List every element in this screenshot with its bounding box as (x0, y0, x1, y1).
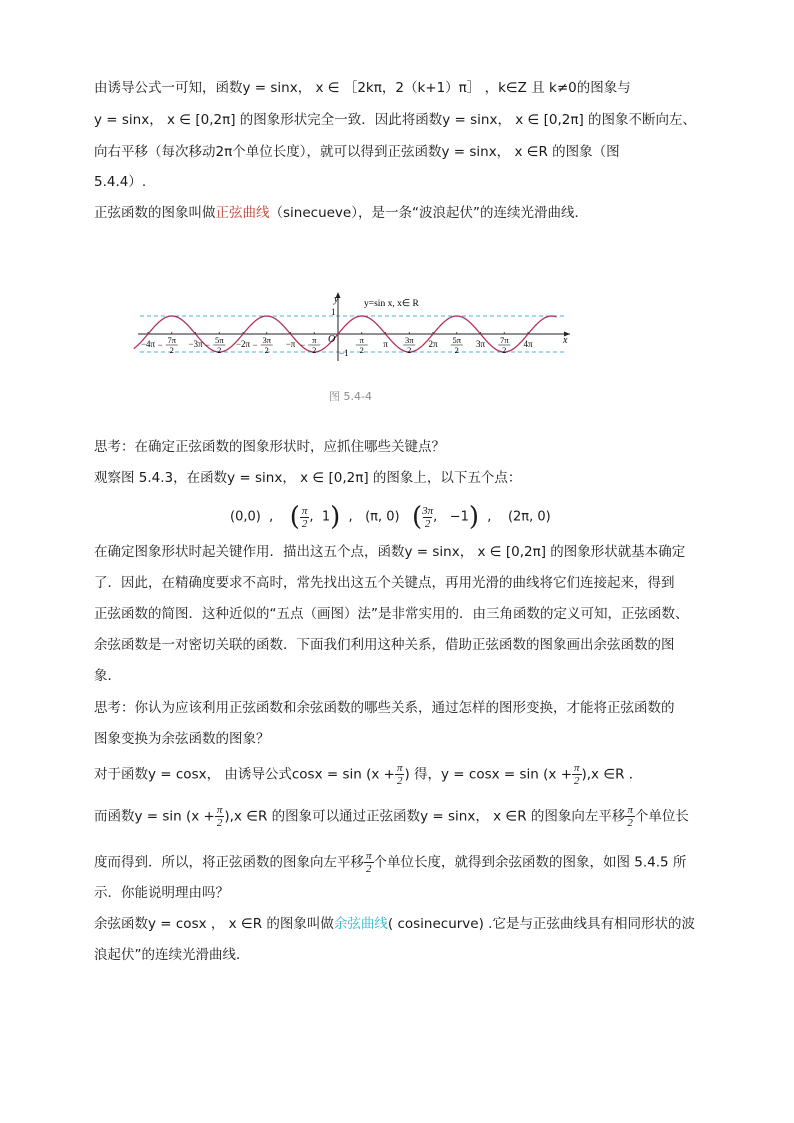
svg-text:−: − (157, 340, 163, 350)
svg-text:5π: 5π (452, 335, 462, 345)
svg-text:2π: 2π (428, 339, 438, 349)
shift-line: 而函数y = sin (x + $\frac{\pi}{2}$ ),x ∈R 的图象可以通过正弦函数y = sinx， x ∈R 的图象向左平移 $\frac{\pi}{2}$ 个单位长 (94, 804, 689, 829)
term-cosine-curve: 余弦曲线 (333, 916, 388, 932)
svg-text:−4π: −4π (140, 339, 156, 349)
svg-text:7π: 7π (167, 335, 177, 345)
svg-text:−: − (252, 340, 258, 350)
paragraph-2 (94, 203, 588, 223)
key-point-2-y: 1 (321, 509, 331, 525)
y-tick-1: 1 (331, 307, 336, 317)
x-tick-label-15 (523, 339, 533, 349)
x-tick-label-4 (236, 339, 251, 349)
svg-text:2: 2 (217, 345, 222, 355)
x-tick-label-1 (158, 335, 178, 355)
svg-text:2: 2 (454, 345, 459, 355)
svg-text:−3π: −3π (188, 339, 203, 349)
key-point-5: (2π, 0) (507, 509, 551, 525)
svg-text:3π: 3π (404, 335, 414, 345)
observe-text: 观察图 5.4.3，在函数y = sinx， x ∈ [0,2π] 的图象上，以下五个点： (94, 470, 522, 486)
fraction: $\frac{\pi}{2}$ (365, 850, 372, 875)
think-question-1: 思考：在确定正弦函数的图象形状时，应抓住哪些关键点？ (94, 439, 445, 455)
x-axis-label: x (563, 335, 568, 346)
text-line: 度而得到．所以，将正弦函数的图象向左平移 $\frac{\pi}{2}$ 个单位长度，就得到余弦函数的图象，如图 5.4.5 所 (94, 850, 687, 875)
fraction: $\frac{\pi}{2}$ (216, 804, 223, 829)
text-line: 了．因此，在精确度要求不高时，常先找出这五个关键点，再用光滑的曲线将它们连接起来，得到 (94, 575, 675, 591)
key-point-4-y: −1 (449, 509, 469, 525)
svg-text:−: − (205, 340, 211, 350)
figure-function-label: y=sin x, x∈ R (364, 299, 419, 309)
text-span: 正弦函数的图象叫做 (94, 205, 216, 221)
svg-text:π: π (383, 339, 388, 349)
figure-caption: 图 5.4-4 (329, 390, 372, 403)
text-line: 正弦函数的简图．这种近似的“五点（画图）法”是非常实用的．由三角函数的定义可知，正弦函数、 (94, 606, 689, 622)
term-sine-curve: 正弦曲线 (215, 205, 270, 221)
text-line: 象． (94, 668, 121, 684)
svg-text:2: 2 (169, 345, 174, 355)
svg-text:3π: 3π (262, 335, 272, 345)
x-tick-label-12 (451, 335, 463, 355)
key-point-3: (π, 0) (365, 509, 400, 525)
y-axis-label: y (334, 294, 339, 305)
svg-text:7π: 7π (499, 335, 509, 345)
text-line: 余弦函数是一对密切关联的函数．下面我们利用这种关系，借助正弦函数的图象画出余弦函数的图 (94, 637, 675, 653)
sine-figure (130, 286, 580, 381)
svg-text:−π: −π (285, 339, 296, 349)
text-line: 由诱导公式一可知，函数y = sinx， x ∈ ［2kπ，2（k+1）π］ ，k∈Z 且 k≠0的图象与 (94, 80, 631, 96)
svg-text:4π: 4π (523, 339, 533, 349)
key-point-1: (0,0) (230, 509, 261, 525)
text-line: y = sinx， x ∈ [0,2π] 的图象形状完全一致．因此将函数y = sinx， x ∈ [0,2π] 的图象不断向左、 (94, 112, 697, 128)
x-tick-label-13 (476, 339, 486, 349)
svg-text:−: − (300, 340, 306, 350)
svg-text:π: π (359, 335, 364, 345)
text-span: （sinecueve），是一条“波浪起伏”的连续光滑曲线． (269, 205, 588, 221)
text-line: 向右平移（每次移动2π个单位长度），就可以得到正弦函数y = sinx， x ∈R 的图象（图 (94, 144, 620, 160)
x-tick-label-6 (286, 339, 296, 349)
x-tick-label-11 (428, 339, 438, 349)
fraction: $\frac{\pi}{2}$ (627, 804, 633, 829)
origin-label: O (328, 334, 336, 345)
text-line: 图象变换为余弦函数的图象？ (94, 731, 270, 747)
svg-text:2: 2 (502, 345, 507, 355)
text-line: 示．你能说明理由吗？ (94, 885, 229, 901)
fraction: $\frac{\pi}{2}$ (301, 504, 308, 530)
text-line: 5.4.4）. (94, 174, 147, 190)
x-tick-label-2 (188, 339, 203, 349)
y-tick-neg1: −1 (339, 348, 349, 358)
x-tick-label-9 (383, 339, 388, 349)
text-line: 余弦函数y = cosx ， x ∈R 的图象叫做余弦曲线( cosinecurve) .它是与正弦曲线具有相同形状的波 (94, 916, 695, 932)
svg-text:−2π: −2π (235, 339, 251, 349)
fraction: $\frac{\pi}{2}$ (573, 762, 580, 787)
svg-text:2: 2 (312, 345, 317, 355)
svg-text:2: 2 (264, 345, 269, 355)
svg-text:π: π (312, 335, 317, 345)
text-line: 浪起伏”的连续光滑曲线． (94, 947, 250, 963)
svg-text:5π: 5π (214, 335, 224, 345)
svg-text:3π: 3π (475, 339, 486, 349)
text-line: 思考：你认为应该利用正弦函数和余弦函数的哪些关系，通过怎样的图形变换，才能将正弦函数的 (94, 700, 675, 716)
svg-text:2: 2 (359, 345, 364, 355)
svg-text:2: 2 (407, 345, 412, 355)
fraction: $\frac{3\pi}{2}$ (422, 504, 434, 530)
fraction: $\frac{\pi}{2}$ (396, 762, 403, 787)
x-tick-label-0 (141, 339, 156, 349)
formula-line: 对于函数y = cosx， 由诱导公式cosx = sin (x + $\frac{\pi}{2}$ ) 得，y = cosx = sin (x + $\frac{\pi}{2}$ ),x ∈R ． (94, 762, 643, 787)
key-points: (0,0) , ( $\frac{\pi}{2}$ , 1) , (π, 0) ( $\frac{3\pi}{2}$ , −1) , (2π, 0) (230, 502, 551, 532)
text-line: 在确定图象形状时起关键作用．描出这五个点，函数y = sinx， x ∈ [0,2π] 的图象形状就基本确定 (94, 544, 686, 560)
